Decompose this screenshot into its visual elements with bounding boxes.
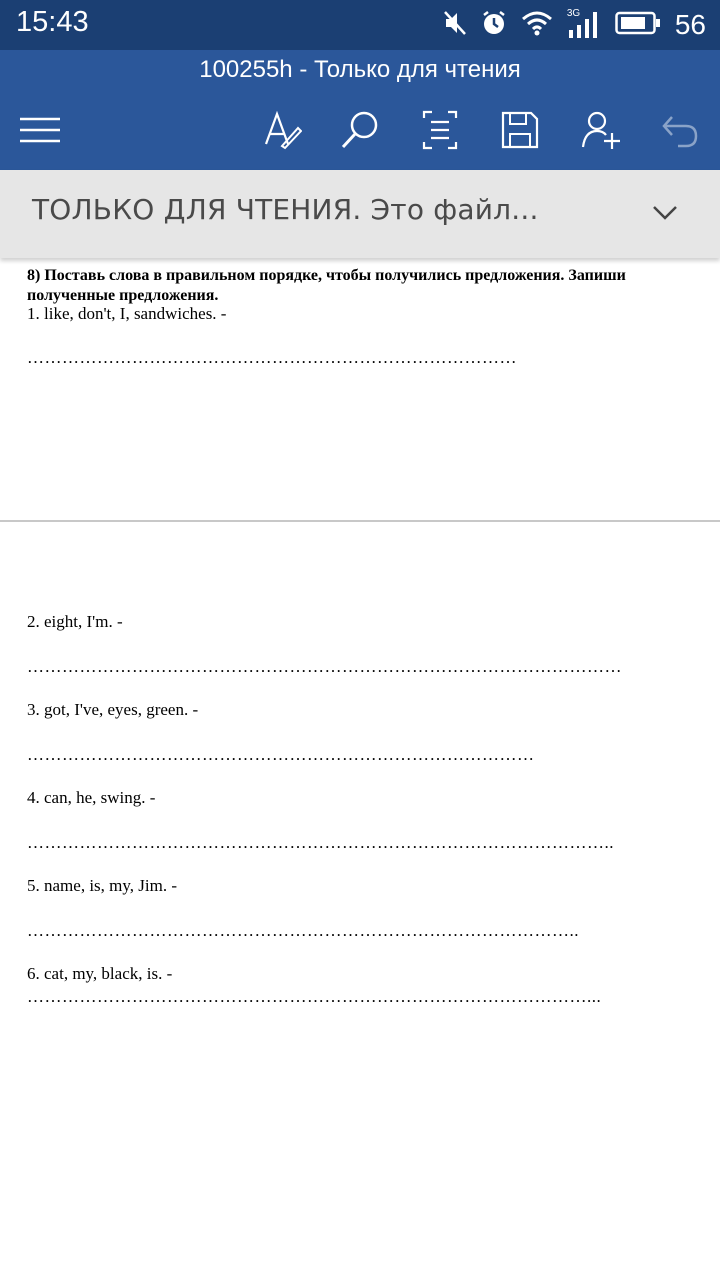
search-icon (339, 109, 381, 155)
clock: 15:43 (16, 6, 89, 38)
answer-line-3[interactable]: …………………………………………………………………………… (27, 745, 535, 764)
app-title-bar (0, 50, 720, 170)
answer-line-4[interactable]: ……………………………………………………………………………………….. (27, 833, 614, 852)
undo-icon (660, 112, 700, 152)
edit-button[interactable] (258, 108, 306, 156)
status-icons (443, 8, 706, 42)
undo-button[interactable] (656, 108, 704, 156)
menu-button[interactable] (16, 108, 64, 156)
battery-level: 56 (674, 9, 706, 40)
answer-line-1[interactable]: ………………………………………………………………………… (27, 348, 517, 367)
document-page-1[interactable] (0, 258, 720, 520)
answer-line-5[interactable]: ………………………………………………………………………………….. (27, 921, 579, 940)
exercise-item-5: 5. name, is, my, Jim. - (27, 876, 177, 895)
exercise-item-3: 3. got, I've, eyes, green. - (27, 700, 199, 719)
alarm-icon (481, 10, 507, 40)
exercise-item-4: 4. can, he, swing. - (27, 788, 156, 807)
exercise-item-2: 2. eight, I'm. - (27, 612, 123, 631)
reading-view-button[interactable] (416, 108, 464, 156)
save-icon (500, 110, 540, 154)
signal-icon (567, 10, 601, 40)
network-type: 3G (566, 8, 581, 19)
answer-line-2[interactable]: ………………………………………………………………………………………… (27, 657, 622, 676)
share-icon (581, 109, 623, 155)
document-title: 100255h - Только для чтения (199, 56, 521, 83)
exercise-heading: 8) Поставь слова в правильном порядке, чтобы получились предложения. Запиши полученные предложения. (27, 267, 626, 304)
document-page-2[interactable] (0, 522, 720, 1280)
menu-icon (19, 116, 61, 148)
share-button[interactable] (578, 108, 626, 156)
search-button[interactable] (336, 108, 384, 156)
status-bar (0, 0, 720, 50)
read-only-banner[interactable] (0, 170, 720, 258)
save-button[interactable] (496, 108, 544, 156)
edit-icon (262, 110, 302, 154)
answer-line-6[interactable]: ……………………………………………………………………………………... (27, 987, 602, 1006)
read-only-message: ТОЛЬКО ДЛЯ ЧТЕНИЯ. Это файл... (32, 193, 539, 226)
mute-icon (443, 10, 467, 40)
exercise-item-6: 6. cat, my, black, is. - (27, 964, 173, 983)
battery-icon (615, 11, 661, 39)
wifi-icon (521, 10, 553, 40)
exercise-item-1: 1. like, don't, I, sandwiches. - (27, 304, 227, 323)
reading-view-icon (422, 110, 458, 154)
chevron-down-icon[interactable] (652, 204, 678, 226)
